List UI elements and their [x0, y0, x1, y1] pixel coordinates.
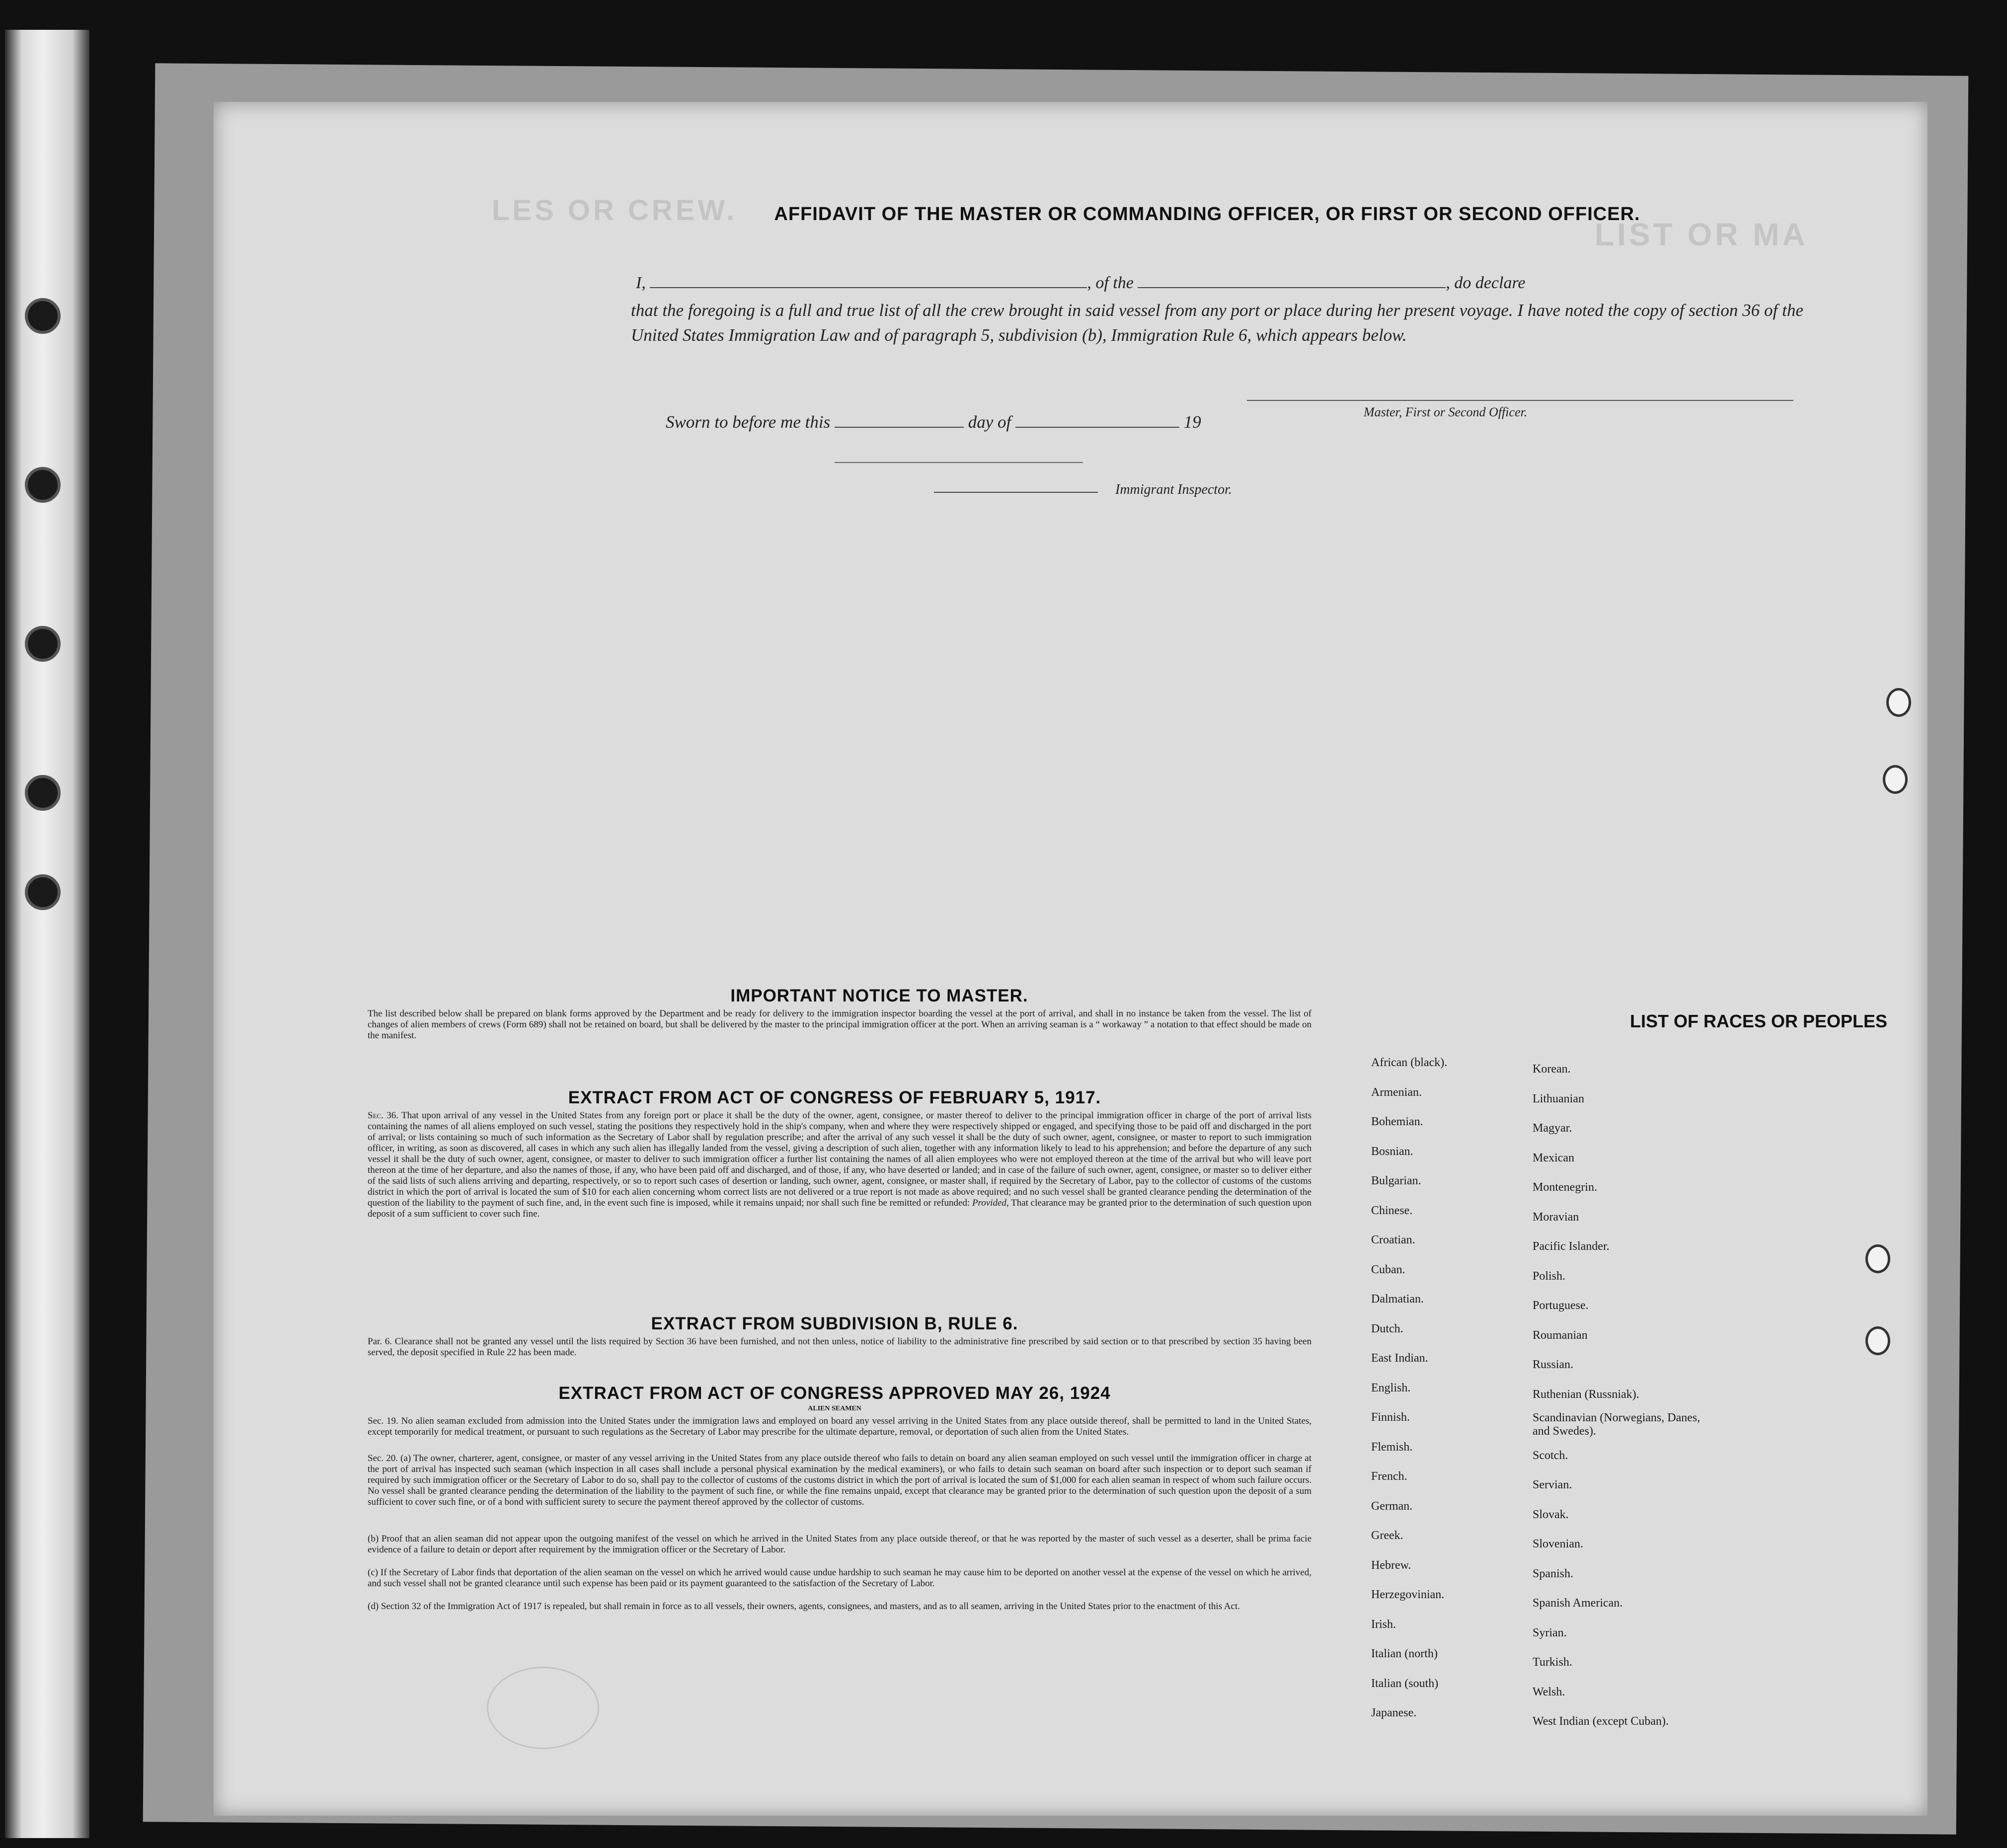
- tab-hole: [1883, 765, 1908, 794]
- race-item: Bulgarian.: [1371, 1174, 1421, 1187]
- race-item: East Indian.: [1371, 1352, 1428, 1365]
- race-item: Welsh.: [1533, 1685, 1565, 1698]
- race-item: Bohemian.: [1371, 1115, 1423, 1128]
- vessel-name-field[interactable]: [1138, 273, 1446, 288]
- race-item: Croatian.: [1371, 1233, 1415, 1246]
- race-item: Hebrew.: [1371, 1558, 1411, 1572]
- faint-stamp: [487, 1667, 599, 1749]
- race-item: Dalmatian.: [1371, 1293, 1424, 1306]
- race-item: Korean.: [1533, 1063, 1571, 1076]
- race-item: Servian.: [1533, 1478, 1572, 1491]
- race-item: African (black).: [1371, 1056, 1448, 1069]
- extract-1924-subtitle: ALIEN SEAMEN: [808, 1405, 861, 1412]
- race-item: Lithuanian: [1533, 1092, 1584, 1105]
- binder-hole: [25, 467, 61, 503]
- race-item: Syrian.: [1533, 1626, 1567, 1639]
- extract-1917-text: [368, 1110, 1312, 1220]
- race-item: Chinese.: [1371, 1204, 1413, 1217]
- race-item: Spanish.: [1533, 1567, 1574, 1580]
- race-item: Flemish.: [1371, 1440, 1413, 1454]
- race-item: Ruthenian (Russniak).: [1533, 1387, 1639, 1401]
- race-item: Finnish.: [1371, 1411, 1410, 1424]
- races-left-column: [1371, 1048, 1447, 1728]
- notice-title: IMPORTANT NOTICE TO MASTER.: [730, 986, 1028, 1005]
- binder-hole: [25, 626, 61, 662]
- day-of-label: day of: [968, 412, 1011, 432]
- sworn-day-field[interactable]: [835, 413, 964, 428]
- extract-rule6-text: Par. 6. Clearance shall not be granted any vessel until the lists required by Section 36 have been furnished, and not then unless, notice of liability to the administrative fine prescribed by said section or to that prescribed by section 35 having been served, the deposit specified in Rule 22 has been made.: [368, 1336, 1312, 1358]
- race-item: Slovenian.: [1533, 1538, 1583, 1550]
- binder-hole: [25, 874, 61, 910]
- race-item: Spanish American.: [1533, 1597, 1623, 1610]
- bleed-through-text: LES OR CREW.: [492, 194, 738, 227]
- inspector-signature-line[interactable]: [934, 492, 1098, 493]
- extract-1924-sec20b: (b) Proof that an alien seaman did not appear upon the outgoing manifest of the vessel on which he arrived in the United States from any place outside thereof, or that he was reported by the master of such vessel as a deserter, shall be prima facie evidence of a failure to detain or deport after requirement by the immigration officer or the Secretary of Labor.: [368, 1534, 1312, 1555]
- affidavit-body: that the foregoing is a full and true list of all the crew brought in said vessel from any port or place during her present voyage. I have noted the copy of section 36 of the United States Immigration Law and of paragraph 5, subdivision (b), Immigration Rule 6, which appears below.: [631, 301, 1803, 345]
- proviso-label: Provided,: [972, 1198, 1009, 1208]
- year-prefix: 19: [1183, 412, 1201, 432]
- race-item: Bosnian.: [1371, 1145, 1413, 1158]
- race-item: Roumanian: [1533, 1328, 1588, 1342]
- race-item: Magyar.: [1533, 1122, 1572, 1135]
- race-item: Slovak.: [1533, 1508, 1569, 1521]
- extract-1924-sec20a: Sec. 20. (a) The owner, charterer, agent, consignee, or master of any vessel arriving in the United States from any place outside thereof who fails to detain on board any alien seaman employed on such vessel until the immigration officer in charge at the port of arrival has inspected such seaman (which inspection in all cases shall include a personal physical examination by the medical examiners), or who fails to detain such seaman on board after such inspection or to deport such seaman if required by such immigration officer or the Secretary of Labor to do so, shall pay to the collector of customs of the customs district in which the port of arrival is located the sum of $1,000 for each alien seaman in respect of whom such failure occurs. No vessel shall be granted clearance pending the determination of the liability to the payment of such fine, or while the fine remains unpaid, except that clearance may be granted prior to the determination of such question upon the deposit of a sum sufficient to cover such fine, or of a bond with sufficient surety to secure the payment thereof approved by the collector of customs.: [368, 1453, 1312, 1507]
- extract-1917-end: That clearance may be granted prior to the determination of such question upon deposit of a sum sufficient to cover such fine.: [368, 1198, 1312, 1219]
- race-item: [1533, 1409, 1701, 1441]
- signature-line[interactable]: [1247, 400, 1793, 401]
- sworn-month-field[interactable]: [1015, 413, 1179, 428]
- race-item: Polish.: [1533, 1269, 1566, 1283]
- race-item: Italian (north): [1371, 1647, 1438, 1660]
- affidavit-title: AFFIDAVIT OF THE MASTER OR COMMANDING OFFICER, OR FIRST OR SECOND OFFICER.: [774, 204, 1640, 225]
- race-item: Greek.: [1371, 1529, 1403, 1542]
- inspector-label: Immigrant Inspector.: [1115, 482, 1232, 497]
- binder-hole: [25, 775, 61, 811]
- extract-1924-sec19: Sec. 19. No alien seaman excluded from admission into the United States under the immigration laws and employed on board any vessel arriving in the United States from any place outside thereof, shall be permitted to land in the United States, except temporarily for medical treatment, or pursuant to such regulations as the Secretary of Labor may prescribe for the ultimate departure, removal, or deportation of such alien from the United States.: [368, 1416, 1312, 1437]
- race-item: Scotch.: [1533, 1449, 1568, 1462]
- races-right-column: [1533, 1055, 1771, 1737]
- race-item: Cuban.: [1371, 1263, 1405, 1276]
- extract-rule6-title: EXTRACT FROM SUBDIVISION B, RULE 6.: [651, 1314, 1018, 1333]
- tab-hole: [1865, 1244, 1890, 1273]
- bleed-through-text: LIST OR MA: [1595, 217, 1808, 252]
- race-item: Moravian: [1533, 1210, 1579, 1224]
- race-item: Armenian.: [1371, 1085, 1422, 1099]
- race-item: Portuguese.: [1533, 1299, 1589, 1312]
- extract-1917-title: EXTRACT FROM ACT OF CONGRESS OF FEBRUARY 5, 1917.: [568, 1088, 1101, 1107]
- affidavit-declaration-line: [636, 273, 1803, 293]
- race-item: Japanese.: [1371, 1706, 1417, 1719]
- race-item: Dutch.: [1371, 1322, 1403, 1335]
- notice-text: The list described below shall be prepared on blank forms approved by the Department and be ready for delivery to the immigration inspector boarding the vessel at the port of arrival, and shall in no instance be taken from the vessel. The list of changes of alien members of crews (Form 689) shall not be retained on board, but shall be delivered by the master to the principal immigration officer at the port. When an arriving seaman is a “ workaway ” a notation to that effect should be made on the manifest.: [368, 1008, 1312, 1041]
- section-label: Sec. 36.: [368, 1110, 399, 1121]
- extract-1917-body: That upon arrival of any vessel in the United States from any foreign port or place it shall be the duty of the owner, agent, consignee, or master thereof to deliver to the principal immigration officer in charge of the port of arrival lists containing the names of all aliens employed on such vessel, stating the positions they respectively hold in the ship's company, when and where they were respectively shipped or engaged, and specifying those to be paid off and discharged in the port of arrival; or lists containing so much of such information as the Secretary of Labor shall by regulation prescribe; and after the arrival of any such vessel it shall be the duty of such owner, agent, consignee, or master to report to such immigration officer, in writing, as soon as discovered, all cases in which any such alien has illegally landed from the vessel, giving a description of such alien, together with any information likely to lead to his apprehension; and before the departure of any such vessel it shall be the duty of such owner, agent, consignee, or master to deliver to such immigration officer a further list containing the names of all alien employees who were not employed thereon at the time of the arrival but who will leave port thereon at the time of her departure, and also the names of those, if any, who have been paid off and discharged, and of those, if any, who have deserted or landed; and in case of the failure of such owner, agent, consignee, or master so to deliver either of the said lists of such aliens arriving and departing, respectively, or so to report such cases of desertion or landing, such owner, agent, consignee, or master shall, if required by the Secretary of Labor, pay to the collector of customs of the customs district in which the port of arrival is located the sum of $10 for each alien concerning whom correct lists are not delivered or a true report is not made as above required; and no such vessel shall be granted clearance pending the determination of the question of the liability to the payment of such fine, and, in the event such fine is imposed, while it remains unpaid; nor shall such fine be remitted or refunded:: [368, 1110, 1312, 1208]
- extract-1924-title: EXTRACT FROM ACT OF CONGRESS APPROVED MAY 26, 1924: [558, 1384, 1111, 1403]
- race-item: Mexican: [1533, 1151, 1574, 1164]
- race-item: Turkish.: [1533, 1656, 1572, 1669]
- race-item: Italian (south): [1371, 1677, 1439, 1690]
- tab-hole: [1886, 688, 1911, 717]
- race-item: Montenegrin.: [1533, 1181, 1597, 1194]
- binder-hole: [25, 298, 61, 334]
- sworn-label: Sworn to before me this: [666, 412, 831, 432]
- race-item: Russian.: [1533, 1358, 1574, 1371]
- race-item: Herzegovinian.: [1371, 1588, 1445, 1601]
- declarant-label: I,: [636, 274, 646, 292]
- signature-label: Master, First or Second Officer.: [1364, 405, 1528, 419]
- extract-1924-sec20c: (c) If the Secretary of Labor finds that deportation of the alien seaman on the vessel on which he arrived would cause undue hardship to such seaman he may cause him to be deported on another vessel at the expense of the vessel on which he arrived, and such vessel shall not be granted clearance until such expense has been paid or its payment guaranteed to the satisfaction of the Secretary of Labor.: [368, 1567, 1312, 1589]
- race-item: West Indian (except Cuban).: [1533, 1715, 1669, 1728]
- extract-1924-sec20d: (d) Section 32 of the Immigration Act of 1917 is repealed, but shall remain in force as to all vessels, their owners, agents, consignees, and masters, and as to all seamen, arriving in the United States prior to the enactment of this Act.: [368, 1601, 1240, 1612]
- race-item: Irish.: [1371, 1617, 1396, 1631]
- declarant-name-field[interactable]: [650, 273, 1087, 288]
- tab-hole: [1865, 1326, 1890, 1355]
- race-item: French.: [1371, 1470, 1407, 1483]
- of-the-label: , of the: [1087, 274, 1134, 292]
- race-item: German.: [1371, 1499, 1413, 1513]
- race-item: Pacific Islander.: [1533, 1240, 1610, 1253]
- sworn-line: [666, 412, 1510, 432]
- do-declare-label: , do declare: [1446, 274, 1526, 292]
- race-item: English.: [1371, 1381, 1411, 1394]
- races-title: LIST OF RACES OR PEOPLES: [1629, 1011, 1888, 1031]
- inspector-signature-line[interactable]: [835, 462, 1083, 463]
- race-item-text: Scandinavian (Norwegians, Danes, and Swedes).: [1533, 1411, 1700, 1438]
- binder-strip: [5, 30, 89, 1838]
- document-page: [214, 102, 1928, 1816]
